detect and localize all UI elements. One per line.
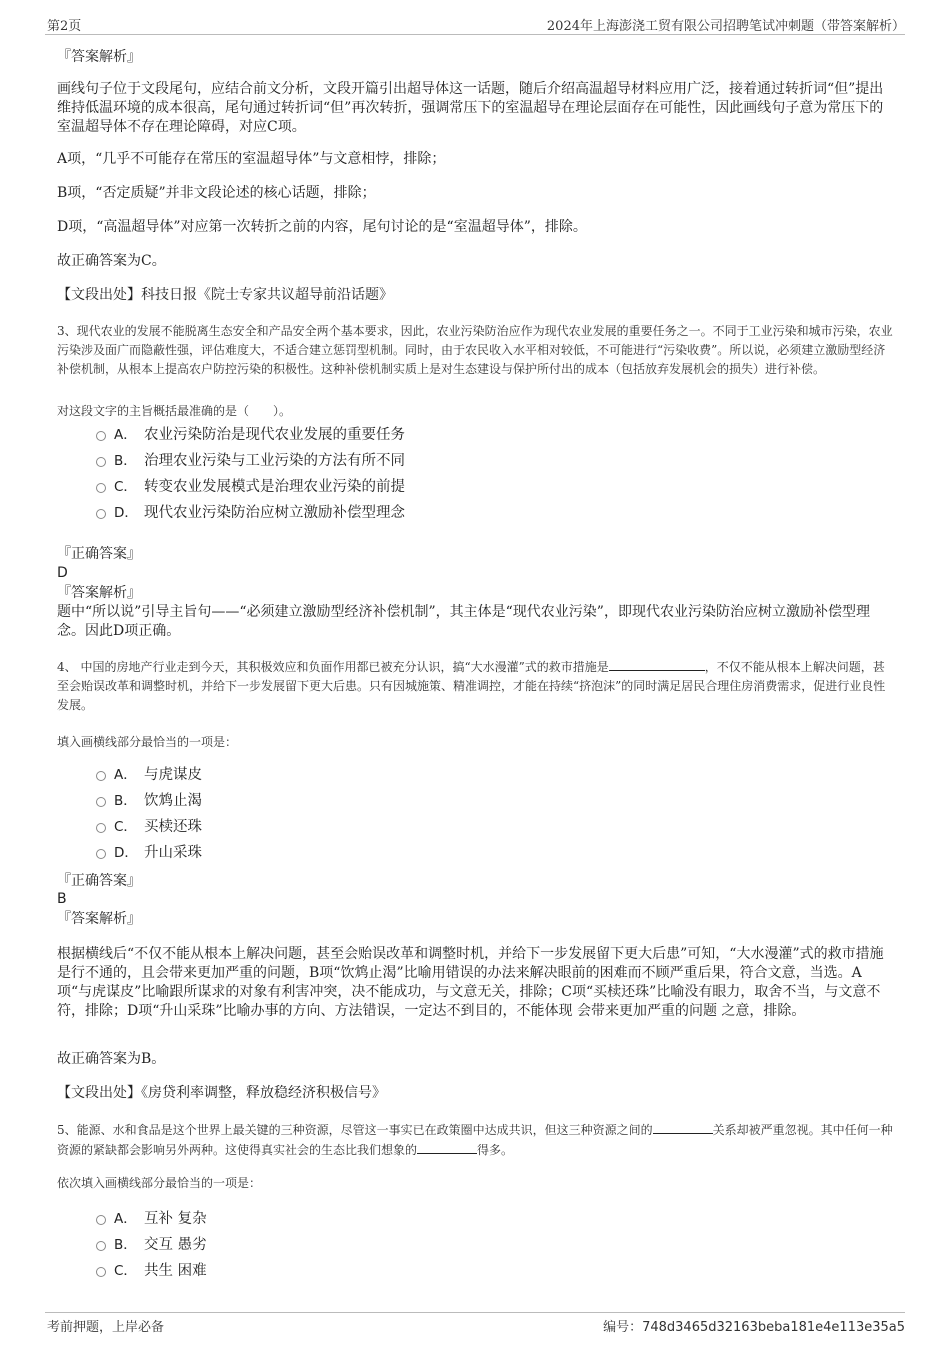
q5-question: 依次填入画横线部分最恰当的一项是：: [57, 1176, 262, 1190]
q2-conclusion: 故正确答案为C。: [57, 253, 166, 269]
option-text: 现代农业污染防治应树立激励补偿型理念: [144, 505, 405, 521]
q4-stem: 4、 中国的房地产行业走到今天，其积极效应和负面作用都已被充分认识，搞“大水漫灌”式的救市措施是 ，不仅不能从根本上解决问题，甚至会贻误改革和调整时机，并给下一步发展留下更大后患。只有因城施策、精准调控，才能在持续“挤泡沫”的同时满足居民合理住房消费需求，促进行业良性发展。: [57, 657, 895, 715]
page-footer: [45, 1312, 905, 1335]
document-title: 2024年上海澎浇工贸有限公司招聘笔试冲刺题（带答案解析）: [546, 19, 905, 34]
q5-stem: 5、能源、水和食品是这个世界上最关键的三种资源，尽管这一事实已在政策圈中达成共识，但这三种资源之间的 关系却被严重忽视。其中任何一种资源的紧缺都会影响另外两种。这使得真实社会的生态比我们想象的 得多。: [57, 1120, 895, 1160]
q4-option-c[interactable]: C． 买椟还珠: [96, 817, 202, 837]
radio-icon[interactable]: [96, 483, 106, 493]
option-text: 转变农业发展模式是治理农业污染的前提: [144, 479, 405, 495]
option-text: 治理农业污染与工业污染的方法有所不同: [144, 453, 405, 469]
q2-analysis-text: 画线句子位于文段尾句，应结合前文分析，文段开篇引出超导体这一话题，随后介绍高温超导材料应用广泛，接着通过转折词“但”提出维持低温环境的成本很高，尾句通过转折词“但”再次转折，强调常压下的室温超导在理论层面存在可能性，因此画线句子意为常压下的室温超导体不存在理论障碍，对应C项。: [57, 81, 884, 135]
option-text: 买椟还珠: [144, 819, 202, 835]
q4-option-b[interactable]: B． 饮鸩止渴: [96, 791, 202, 811]
q4-option-a[interactable]: A． 与虎谋皮: [96, 765, 202, 785]
radio-icon[interactable]: [96, 771, 106, 781]
q5-blank-2: [417, 1140, 477, 1154]
q5-option-b[interactable]: B． 交互 愚劣: [96, 1235, 207, 1255]
q5-option-a[interactable]: A． 互补 复杂: [96, 1209, 207, 1229]
q3-answer: D: [57, 565, 68, 581]
option-text: 交互 愚劣: [144, 1237, 207, 1253]
q3-stem: 3、现代农业的发展不能脱离生态安全和产品安全两个基本要求，因此，农业污染防治应作为现代农业发展的重要任务之一。不同于工业污染和城市污染，农业污染涉及面广而隐蔽性强，评估难度大，不适合建立惩罚型机制。同时，由于农民收入水平相对较低，不可能进行“污染收费”。所以说，必须建立激励型经济补偿机制，从根本上提高农户防控污染的积极性。这种补偿机制实质上是对生态建设与保护所付出的成本（包括放弃发展机会的损失）进行补偿。: [57, 324, 893, 376]
q4-option-d[interactable]: D． 升山采珠: [96, 843, 202, 863]
q4-source: 【文段出处】《房贷利率调整，释放稳经济积极信号》: [57, 1085, 386, 1101]
q2-point-b: B项，“否定质疑”并非文段论述的核心话题，排除；: [57, 185, 376, 201]
q2-point-d: D项，“高温超导体”对应第一次转折之前的内容，尾句讨论的是“室温超导体”，排除。: [57, 219, 587, 235]
q3-answer-label: 『正确答案』: [57, 546, 141, 562]
q4-question: 填入画横线部分最恰当的一项是：: [57, 735, 238, 749]
q2-source: 【文段出处】科技日报《院士专家共议超导前沿话题》: [57, 287, 393, 303]
radio-icon[interactable]: [96, 457, 106, 467]
page-header: [45, 14, 905, 35]
page-number: 第2页: [47, 19, 82, 34]
q3-option-b[interactable]: B． 治理农业污染与工业污染的方法有所不同: [96, 451, 405, 471]
q5-blank-1: [653, 1120, 713, 1134]
radio-icon[interactable]: [96, 1241, 106, 1251]
option-text: 升山采珠: [144, 845, 202, 861]
q3-option-d[interactable]: D． 现代农业污染防治应树立激励补偿型理念: [96, 503, 405, 523]
q4-analysis-text: 根据横线后“不仅不能从根本上解决问题，甚至会贻误改革和调整时机，并给下一步发展留下更大后患”可知，“大水漫灌”式的救市措施是行不通的，且会带来更加严重的问题，B项“饮鸩止渴”比喻用错误的办法来解决眼前的困难而不顾严重后果，符合文意，当选。A项“与虎谋皮”比喻跟所谋求的对象有利害冲突，决不能成功，与文意无关，排除；C项“买椟还珠”比喻没有眼力，取舍不当，与文意不符，排除；D项“升山采珠”比喻办事的方向、方法错误，一定达不到目的，不能体现 会带来更加严重的问题 之意，排除。: [57, 946, 884, 1019]
option-text: 共生 困难: [144, 1263, 207, 1279]
radio-icon[interactable]: [96, 797, 106, 807]
radio-icon[interactable]: [96, 431, 106, 441]
radio-icon[interactable]: [96, 849, 106, 859]
q3-option-c[interactable]: C． 转变农业发展模式是治理农业污染的前提: [96, 477, 405, 497]
q5-option-c[interactable]: C． 共生 困难: [96, 1261, 207, 1281]
document-code: 编号：748d3465d32163beba181e4e113e35a5: [603, 1320, 905, 1335]
q2-analysis-label: 『答案解析』: [57, 49, 141, 65]
q4-answer-label: 『正确答案』: [57, 873, 141, 889]
option-text: 互补 复杂: [144, 1211, 207, 1227]
radio-icon[interactable]: [96, 823, 106, 833]
option-text: 农业污染防治是现代农业发展的重要任务: [144, 427, 405, 443]
footer-slogan: 考前押题，上岸必备: [47, 1320, 165, 1335]
q4-analysis-label: 『答案解析』: [57, 911, 141, 927]
radio-icon[interactable]: [96, 509, 106, 519]
radio-icon[interactable]: [96, 1215, 106, 1225]
q4-conclusion: 故正确答案为B。: [57, 1051, 166, 1067]
q3-analysis-label: 『答案解析』: [57, 585, 141, 601]
q4-answer: B: [57, 891, 67, 907]
q3-question: 对这段文字的主旨概括最准确的是（ ）。: [57, 404, 292, 418]
q3-option-a[interactable]: A． 农业污染防治是现代农业发展的重要任务: [96, 425, 405, 445]
q2-point-a: A项，“几乎不可能存在常压的室温超导体”与文意相悖，排除；: [57, 151, 446, 167]
radio-icon[interactable]: [96, 1267, 106, 1277]
q3-analysis-text: 题中“所以说”引导主旨句——“必须建立激励型经济补偿机制”，其主体是“现代农业污染”，即现代农业污染防治应树立激励补偿型理念。因此D项正确。: [57, 604, 870, 639]
option-text: 饮鸩止渴: [144, 793, 202, 809]
option-text: 与虎谋皮: [144, 767, 202, 783]
q4-blank: [609, 657, 705, 671]
